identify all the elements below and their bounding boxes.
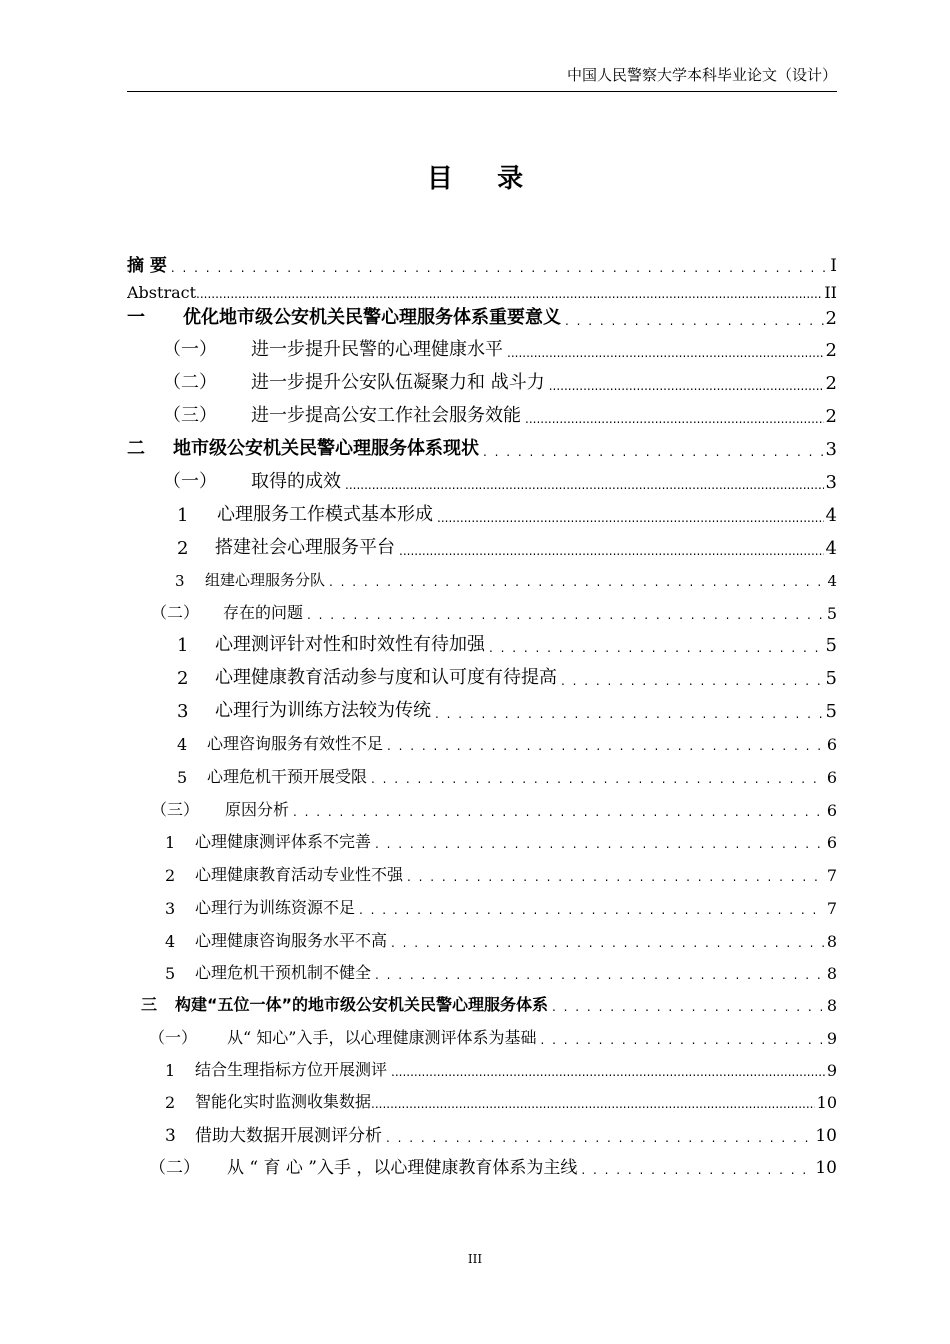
toc-entry-text: 智能化实时监测收集数据 [195,1092,372,1111]
title-char-1: 目 [426,164,453,194]
toc-entry-text: 心理健康教育活动专业性不强 [195,865,404,884]
toc-leader [433,510,824,526]
toc-entry-page: 5 [825,635,837,656]
toc-entry-page: 6 [826,735,837,754]
toc-entry-number: 1 [177,635,189,656]
toc-entry-number: 2 [177,668,189,689]
toc-item-2-3-1[interactable] [127,828,837,852]
toc-leader [167,260,828,276]
page-title [0,158,950,195]
toc-entry-page: 6 [826,801,837,820]
toc-leader [536,1032,824,1048]
toc-entry-page: 6 [826,833,837,852]
toc-entry-number: 1 [165,833,176,852]
toc-leader [521,411,824,427]
toc-entry-page: 2 [825,373,837,394]
toc-entry-page: 10 [815,1126,837,1146]
toc-entry-page: 5 [825,668,837,689]
toc-entry-abstract-en[interactable] [127,280,837,302]
toc-chapter-1[interactable] [127,303,837,329]
toc-entry-text: 摘 要 [127,256,167,276]
toc-item-3-1-2[interactable] [127,1088,837,1112]
toc-entry-page: 7 [826,866,837,885]
toc-leader [371,1096,815,1112]
toc-item-2-2-5[interactable] [127,763,837,787]
toc-entry-page: 8 [826,964,837,983]
toc-entry-text: 心理危机干预机制不健全 [195,963,372,982]
toc-section-2-1[interactable] [127,467,837,493]
toc-entry-number: 3 [175,572,185,590]
toc-entry-page: 10 [816,1093,837,1112]
toc-leader [503,345,824,361]
toc-entry-text: 进一步提升公安队伍凝聚力和 战斗力 [251,372,545,393]
toc-entry-number: （三） [163,405,217,426]
toc-entry-text: 心理健康教育活动参与度和认可度有待提高 [215,667,557,688]
toc-entry-text: 心理行为训练方法较为传统 [215,700,431,721]
toc-entry-page: 8 [826,932,837,951]
toc-section-1-3[interactable] [127,401,837,427]
toc-entry-number: 1 [165,1061,176,1080]
toc-entry-number: 三 [141,995,158,1014]
toc-item-2-1-3[interactable] [127,566,837,590]
page-footer [0,1252,950,1266]
header-text: 中国人民警察大学本科毕业论文（设计） [566,66,837,84]
running-header [127,64,837,92]
toc-entry-page: 6 [826,768,837,787]
toc-entry-number: 3 [177,701,189,722]
toc-entry-page: 7 [826,899,837,918]
toc-entry-page: 9 [826,1061,837,1080]
toc-entry-page: 3 [825,439,837,460]
toc-chapter-3[interactable] [127,991,837,1015]
toc-leader [557,673,824,689]
toc-leader [303,607,825,623]
toc-leader [485,640,824,656]
toc-entry-number: 一 [127,307,145,328]
toc-leader [355,902,825,918]
toc-entry-text: 取得的成效 [251,471,341,492]
toc-leader [387,935,825,951]
toc-leader [371,836,825,852]
toc-section-2-3[interactable] [127,796,837,820]
toc-leader [431,706,824,722]
toc-entry-number: （三） [151,800,200,819]
toc-entry-text: 构建“五位一体”的地市级公安机关民警心理服务体系 [175,995,549,1014]
toc-entry-page: 5 [825,701,837,722]
toc-entry-number: （二） [149,1158,200,1178]
toc-section-1-2[interactable] [127,368,837,394]
toc-entry-page: I [830,256,837,276]
toc-section-1-1[interactable] [127,335,837,361]
toc-entry-text: 地市级公安机关民警心理服务体系现状 [173,438,479,459]
toc-leader [545,378,824,394]
toc-item-2-3-4[interactable] [127,927,837,951]
toc-leader [325,574,825,590]
toc-entry-text: 心理测评针对性和时效性有待加强 [215,634,485,655]
toc-entry-text: 原因分析 [225,800,290,819]
toc-entry-number: 2 [177,538,189,559]
toc-item-2-2-4[interactable] [127,730,837,754]
toc-entry-abstract-cn[interactable] [127,252,837,276]
toc-section-2-2[interactable] [127,599,837,623]
toc-entry-number: 5 [177,768,188,787]
toc-entry-page: 2 [825,406,837,427]
toc-leader [382,1130,813,1146]
toc-entry-number: 3 [165,1126,176,1146]
toc-entry-page: 3 [825,472,837,493]
toc-entry-number: 2 [165,1093,176,1112]
toc-item-2-3-2[interactable] [127,861,837,885]
toc-section-3-2[interactable] [127,1152,837,1178]
toc-entry-text: Abstract [127,283,197,302]
toc-entry-text: 借助大数据开展测评分析 [195,1126,382,1146]
toc-leader [341,477,824,493]
toc-entry-number: 4 [177,735,188,754]
toc-item-2-1-1[interactable] [127,500,837,526]
toc-entry-number: （一） [163,339,217,360]
toc-item-2-1-2[interactable] [127,533,837,559]
toc-leader [403,869,825,885]
toc-entry-page: 8 [826,996,837,1015]
toc-leader [395,543,824,559]
toc-item-2-2-1[interactable] [127,630,837,656]
toc-leader [577,1162,813,1178]
toc-entry-text: 心理咨询服务有效性不足 [207,734,384,753]
toc-entry-page: 9 [826,1029,837,1048]
toc-chapter-2[interactable] [127,434,837,460]
toc-entry-number: 2 [165,866,176,885]
toc-item-2-3-3[interactable] [127,894,837,918]
toc-entry-number: 4 [165,932,176,951]
toc-entry-page: II [824,283,837,302]
toc-entry-text: 进一步提升民警的心理健康水平 [251,339,503,360]
toc-entry-number: （二） [163,372,217,393]
toc-leader [383,738,825,754]
toc-leader [367,771,825,787]
toc-entry-text: 心理健康咨询服务水平不高 [195,931,388,950]
toc-entry-number: 1 [177,505,189,526]
toc-entry-page: 4 [825,538,837,559]
toc-leader [387,1064,825,1080]
toc-entry-text: 进一步提高公安工作社会服务效能 [251,405,521,426]
toc-entry-text: 优化地市级公安机关民警心理服务体系重要意义 [183,307,561,328]
toc-entry-number: （一） [163,471,217,492]
toc-entry-text: 结合生理指标方位开展测评 [195,1060,388,1079]
toc-entry-text: 心理危机干预开展受限 [207,767,368,786]
toc-entry-text: 组建心理服务分队 [205,571,326,589]
toc-entry-text: 搭建社会心理服务平台 [215,537,395,558]
toc-leader [289,804,825,820]
toc-entry-number: （一） [149,1028,198,1047]
toc-entry-text: 心理行为训练资源不足 [195,898,356,917]
toc-entry-page: 2 [825,340,837,361]
toc-entry-page: 5 [826,604,837,623]
toc-item-2-3-5[interactable] [127,959,837,983]
toc-entry-page: 2 [825,308,837,329]
toc-entry-number: （二） [151,603,200,622]
toc-entry-page: 10 [815,1158,837,1178]
toc-leader [371,967,825,983]
toc-item-3-1-3[interactable] [127,1120,837,1146]
toc-entry-text: 从 “ 育 心 ”入手 ，以心理健康教育体系为主线 [227,1158,578,1178]
toc-leader [548,999,825,1015]
toc-leader [196,286,822,302]
toc-entry-page: 4 [825,505,837,526]
page-number: III [467,1252,483,1266]
toc-entry-number: 5 [165,964,176,983]
toc-entry-text: 心理服务工作模式基本形成 [217,504,433,525]
toc-entry-text: 存在的问题 [223,603,304,622]
toc-item-3-1-1[interactable] [127,1056,837,1080]
toc-entry-number: 二 [127,438,145,459]
toc-leader [561,313,824,329]
toc-entry-text: 心理健康测评体系不完善 [195,832,372,851]
toc-leader [479,444,824,460]
toc-entry-text: 从“ 知心”入手，以心理健康测评体系为基础 [227,1028,537,1047]
title-char-2: 录 [497,164,524,194]
toc-item-2-2-2[interactable] [127,663,837,689]
toc-entry-page: 4 [827,572,837,590]
toc-section-3-1[interactable] [127,1024,837,1048]
toc-entry-number: 3 [165,899,176,918]
toc-item-2-2-3[interactable] [127,696,837,722]
